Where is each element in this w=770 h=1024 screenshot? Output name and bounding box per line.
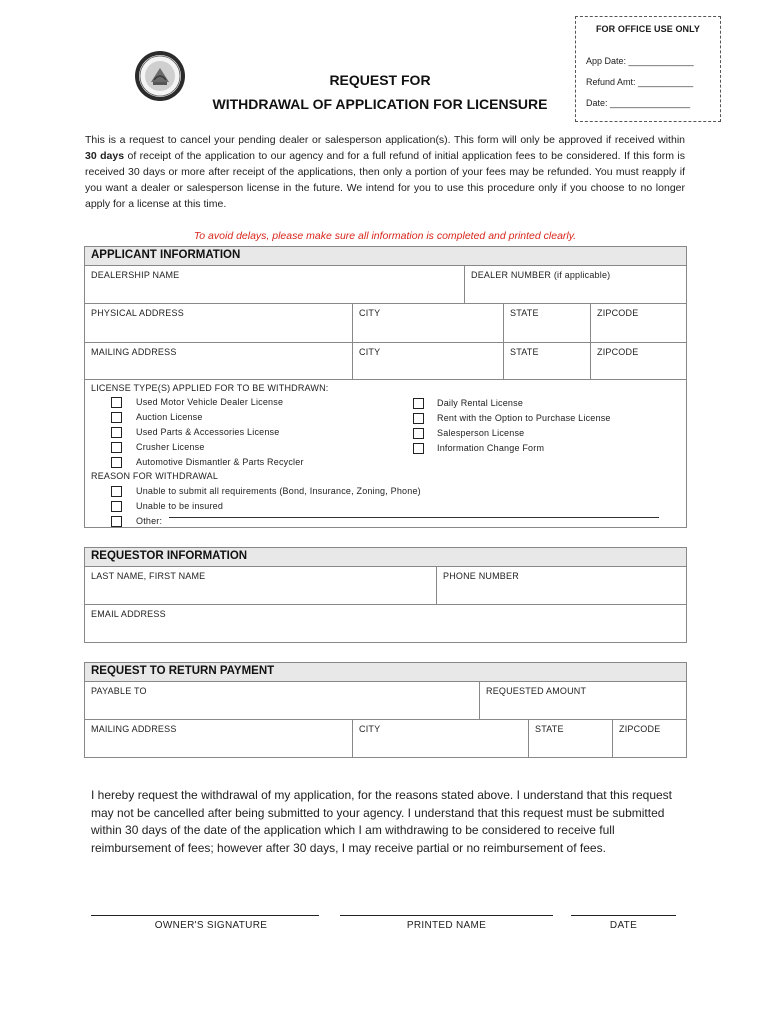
checkbox-used-parts[interactable] xyxy=(111,427,122,438)
payment-header: REQUEST TO RETURN PAYMENT xyxy=(85,663,686,682)
requested-amount-field[interactable]: REQUESTED AMOUNT xyxy=(486,686,587,696)
physical-zipcode-field[interactable]: ZIPCODE xyxy=(597,308,639,318)
form-title-line1: REQUEST FOR xyxy=(329,72,431,88)
license-types-area xyxy=(85,380,686,527)
checkbox-information-change[interactable] xyxy=(413,443,424,454)
office-use-box xyxy=(575,16,721,122)
option-auction: Auction License xyxy=(136,412,203,422)
option-information-change: Information Change Form xyxy=(437,443,545,453)
reason-label: REASON FOR WITHDRAWAL xyxy=(91,471,219,481)
payable-to-field[interactable]: PAYABLE TO xyxy=(85,682,480,719)
date-label: DATE xyxy=(609,920,638,931)
warning-note: To avoid delays, please make sure all information is completed and printed clearly. xyxy=(193,230,577,242)
checkbox-unable-insured[interactable] xyxy=(111,501,122,512)
email-address-field[interactable]: EMAIL ADDRESS xyxy=(91,609,166,619)
checkbox-other[interactable] xyxy=(111,516,122,527)
option-daily-rental: Daily Rental License xyxy=(437,398,524,408)
mailing-state-field[interactable]: STATE xyxy=(504,343,591,379)
physical-address-field[interactable]: PHYSICAL ADDRESS xyxy=(85,304,353,342)
physical-city-field[interactable]: CITY xyxy=(353,304,504,342)
other-reason-input[interactable] xyxy=(169,517,659,518)
printed-name-label: PRINTED NAME xyxy=(406,920,487,931)
payment-zipcode-field[interactable]: ZIPCODE xyxy=(619,724,661,734)
date-line[interactable] xyxy=(571,915,676,916)
last-first-name-field[interactable]: LAST NAME, FIRST NAME xyxy=(85,567,437,604)
checkbox-daily-rental[interactable] xyxy=(413,398,424,409)
applicant-header: APPLICANT INFORMATION xyxy=(85,247,686,266)
applicant-section xyxy=(84,246,687,528)
intro-text-2: of receipt of the application to our agency and for a full refund of initial application fees to be considered. If this form is received 30 days or more after receipt of the applications, then only a portion of your fees may be refunded. You must reapply if you want a dealer or salesperson license in the future. We intend for you to use this procedure only if you choose to no longer apply for a license at this time. xyxy=(85,150,685,210)
app-date-field: App Date: _____________ xyxy=(586,56,694,66)
checkbox-automotive-dismantler[interactable] xyxy=(111,457,122,468)
mailing-city-field[interactable]: CITY xyxy=(353,343,504,379)
reason-other: Other: xyxy=(136,516,163,526)
requestor-header: REQUESTOR INFORMATION xyxy=(85,548,686,567)
withdrawal-statement: I hereby request the withdrawal of my application, for the reasons stated above. I understand that this request may not be cancelled after being submitted to your agency. I understand that this request must be submitted within 30 days of the date of the application which I am withdrawing to be considered to receive full reimbursement of fees; however after 30 days, I may receive partial or no reimbursement of fees. xyxy=(91,788,673,855)
email-row xyxy=(85,605,686,642)
office-date-field: Date: ________________ xyxy=(586,98,691,108)
payment-mailing-row xyxy=(85,720,686,757)
intro-paragraph xyxy=(85,132,685,212)
reason-unable-requirements: Unable to submit all requirements (Bond, Insurance, Zoning, Phone) xyxy=(136,486,421,496)
payable-row xyxy=(85,682,686,720)
payment-state-field[interactable]: STATE xyxy=(529,720,613,757)
license-types-label: LICENSE TYPE(S) APPLIED FOR TO BE WITHDRAWN: xyxy=(91,383,329,393)
option-rent-to-own: Rent with the Option to Purchase License xyxy=(437,413,611,423)
checkbox-unable-requirements[interactable] xyxy=(111,486,122,497)
option-salesperson: Salesperson License xyxy=(437,428,525,438)
mailing-address-field[interactable]: MAILING ADDRESS xyxy=(85,343,353,379)
refund-amt-field: Refund Amt: ___________ xyxy=(586,77,694,87)
intro-text-1: This is a request to cancel your pending dealer or salesperson application(s). This form will only be approved if received within xyxy=(85,134,685,146)
owner-signature-label: OWNER'S SIGNATURE xyxy=(154,920,268,931)
checkbox-crusher[interactable] xyxy=(111,442,122,453)
checkbox-rent-to-own[interactable] xyxy=(413,413,424,424)
state-seal-logo xyxy=(134,50,186,102)
option-crusher: Crusher License xyxy=(136,442,205,452)
dealer-number-field[interactable]: DEALER NUMBER (if applicable) xyxy=(471,270,611,280)
requestor-name-row xyxy=(85,567,686,605)
office-use-title: FOR OFFICE USE ONLY xyxy=(595,24,701,34)
dealership-name-field[interactable]: DEALERSHIP NAME xyxy=(85,266,465,303)
payment-city-field[interactable]: CITY xyxy=(353,720,529,757)
checkbox-used-motor-vehicle[interactable] xyxy=(111,397,122,408)
phone-number-field[interactable]: PHONE NUMBER xyxy=(443,571,519,581)
requestor-section xyxy=(84,547,687,643)
payment-section xyxy=(84,662,687,758)
mailing-address-row xyxy=(85,343,686,380)
owner-signature-line[interactable] xyxy=(91,915,319,916)
intro-bold-30-days: 30 days xyxy=(85,150,125,162)
payment-mailing-address-field[interactable]: MAILING ADDRESS xyxy=(85,720,353,757)
printed-name-line[interactable] xyxy=(340,915,553,916)
option-used-motor-vehicle: Used Motor Vehicle Dealer License xyxy=(136,397,284,407)
physical-state-field[interactable]: STATE xyxy=(504,304,591,342)
option-automotive-dismantler: Automotive Dismantler & Parts Recycler xyxy=(136,457,304,467)
reason-unable-insured: Unable to be insured xyxy=(136,501,224,511)
dealership-row xyxy=(85,266,686,304)
checkbox-salesperson[interactable] xyxy=(413,428,424,439)
mailing-zipcode-field[interactable]: ZIPCODE xyxy=(597,347,639,357)
physical-address-row xyxy=(85,304,686,343)
form-title-line2: WITHDRAWAL OF APPLICATION FOR LICENSURE xyxy=(212,96,548,112)
option-used-parts: Used Parts & Accessories License xyxy=(136,427,280,437)
checkbox-auction[interactable] xyxy=(111,412,122,423)
